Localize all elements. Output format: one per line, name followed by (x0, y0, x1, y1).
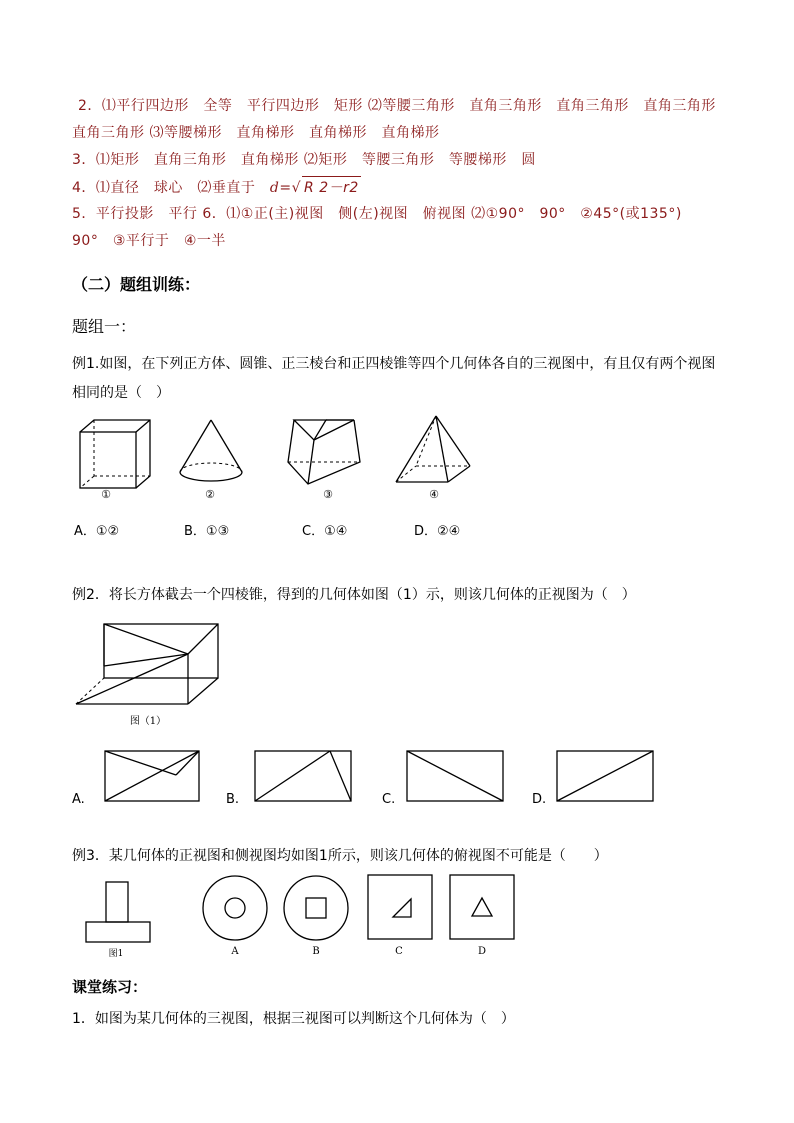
ex1-caption-2: ② (205, 488, 215, 501)
answer-line-4-text: 4．⑴直径 球心 ⑵垂直于 (72, 180, 270, 196)
ex2-option-d[interactable]: D. (532, 792, 547, 807)
ex3-figure-1 (84, 880, 152, 944)
ex2-option-c[interactable]: C. (382, 792, 396, 807)
ex3-caption-a: A (231, 946, 239, 957)
pyramid-figure (394, 414, 474, 486)
answer-line-4-d: d= (269, 180, 292, 196)
ex3-caption-fig1: 图1 (108, 949, 124, 959)
answer-line-2-cont: 直角三角形 ⑶等腰梯形 直角梯形 直角梯形 直角梯形 (72, 125, 440, 141)
ex2-option-c-figure (406, 750, 504, 804)
ex1-caption-4: ④ (429, 488, 439, 501)
cut-cuboid-figure (74, 622, 220, 706)
ex2-option-b-figure (254, 750, 352, 804)
section-title: （二）题组训练： (72, 275, 201, 294)
cube-figure (78, 418, 158, 490)
ex1-text-line1: 例1.如图，在下列正方体、圆锥、正三棱台和正四棱锥等四个几何体各自的三视图中，有且仅有两个视图 (72, 356, 716, 372)
practice-title: 课堂练习： (72, 978, 148, 996)
ex1-option-a[interactable]: A．①② (74, 524, 120, 539)
ex3-option-b-figure[interactable] (282, 874, 350, 942)
answer-line-4-radicand: R 2－r2 (302, 176, 361, 197)
ex1-option-b[interactable]: B．①③ (184, 524, 230, 539)
ex3-text: 例3．某几何体的正视图和侧视图均如图1所示，则该几何体的俯视图不可能是（ ） (72, 848, 608, 864)
answer-line-5: 5．平行投影 平行 6．⑴①正(主)视图 侧(左)视图 俯视图 ⑵①90° 90° ②45°(或135°) (72, 206, 682, 222)
ex2-option-d-figure (556, 750, 654, 804)
answer-line-6: 90° ③平行于 ④一半 (72, 233, 226, 249)
ex1-text-line2: 相同的是（ ） (72, 385, 170, 401)
ex3-caption-d: D (477, 946, 487, 957)
sqrt-sign: √ (291, 180, 302, 196)
answer-line-3: 3．⑴矩形 直角三角形 直角梯形 ⑵矩形 等腰三角形 等腰梯形 圆 (72, 152, 536, 168)
ex3-caption-c: C (395, 946, 403, 957)
answer-line-4 (72, 176, 361, 197)
ex2-option-b[interactable]: B. (226, 792, 240, 807)
ex2-option-a[interactable]: A. (72, 792, 85, 807)
frustum-figure (286, 418, 362, 486)
ex1-caption-3: ③ (323, 488, 333, 501)
cone-figure (178, 418, 244, 486)
ex3-option-a-figure[interactable] (201, 874, 269, 942)
ex3-option-d-figure[interactable] (449, 874, 515, 940)
ex1-option-d[interactable]: D．②④ (414, 524, 461, 539)
ex1-caption-1: ① (101, 488, 111, 501)
ex2-text: 例2．将长方体截去一个四棱锥，得到的几何体如图（1）示，则该几何体的正视图为（ ） (72, 587, 636, 603)
ex2-option-a-figure (104, 750, 200, 804)
ex2-figure-caption: 图（1） (129, 716, 167, 727)
group-title: 题组一： (72, 317, 137, 336)
answer-line-2: 2．⑴平行四边形 全等 平行四边形 矩形 ⑵等腰三角形 直角三角形 直角三角形 直角三角形 (78, 98, 716, 114)
ex3-caption-b: B (312, 946, 320, 957)
ex3-option-c-figure[interactable] (367, 874, 433, 940)
ex1-option-c[interactable]: C．①④ (302, 524, 348, 539)
practice-q1: 1．如图为某几何体的三视图，根据三视图可以判断这个几何体为（ ） (72, 1011, 515, 1027)
